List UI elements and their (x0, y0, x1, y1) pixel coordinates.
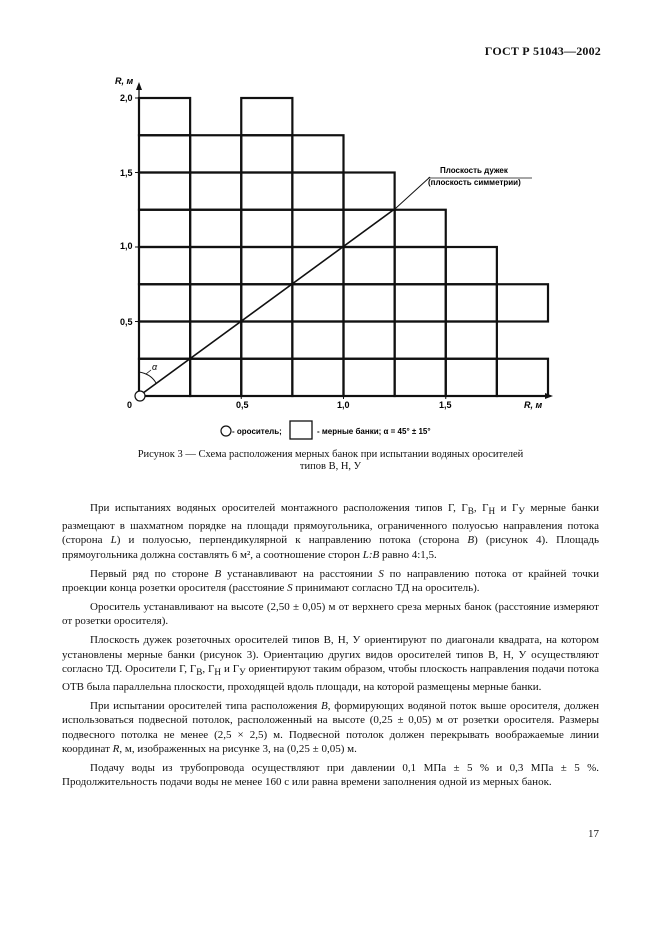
x-axis-label: R, м (524, 400, 543, 410)
legend-jar-label: - мерные банки; α = 45° ± 15° (317, 427, 431, 436)
plane-label-line1: Плоскость дужек (440, 166, 508, 175)
jar-cell (139, 135, 190, 172)
legend-sprinkler-label: - ороситель; (232, 427, 282, 436)
jar-cell (395, 247, 446, 284)
jar-cell (241, 322, 292, 359)
jar-cell (190, 135, 241, 172)
y-tick-label: 2,0 (120, 93, 133, 103)
jar-cell (344, 247, 395, 284)
paragraph: Первый ряд по стороне B устанавливают на расстоянии S по направлению потока от крайней точки проекции конца розетки оросителя (расстояние S принимают согласно ТД на ороситель). (62, 567, 599, 595)
jar-cell (139, 98, 190, 135)
legend-sprinkler-icon (221, 426, 231, 436)
jar-cell (344, 173, 395, 210)
angle-label: α (152, 362, 158, 372)
paragraph: Плоскость дужек розеточных оросителей типов В, Н, У ориентируют по диагонали квадрата, на котором установлены мерные банки (рисунок 3). Ориентацию других видов оросителей типов В, Н, У осуществляют согласно ТД. Оросители Г, $Г_В$, $Г_Н$ и $Г_У$ ориентируют таким образом, чтобы плоскость направления подачи потока ОТВ была параллельна плоскости, проходящей вдоль площади, на которой размещены мерные банки. (62, 633, 600, 693)
jar-cell (241, 135, 292, 172)
jar-cell (344, 359, 395, 396)
jar-cell (139, 173, 190, 210)
jar-cell (139, 210, 190, 247)
y-tick-label: 1,0 (120, 241, 133, 251)
plane-label-line2: (плоскость симметрии) (428, 178, 521, 187)
jar-cell (344, 284, 395, 321)
sprinkler-origin-icon (135, 391, 145, 401)
jar-cell (344, 322, 395, 359)
jar-cell (190, 173, 241, 210)
paragraph: Подачу воды из трубопровода осуществляют при давлении 0,1 МПа ± 5 % и 0,3 МПа ± 5 %. Продолжительность подачи воды не менее 160 с или равна времени заполнения одной из мерных банок. (62, 761, 599, 789)
jar-layout-diagram (0, 0, 661, 440)
jar-cell (292, 135, 343, 172)
jar-cell (292, 210, 343, 247)
legend-jar-icon (290, 421, 312, 439)
jar-cell (190, 359, 241, 396)
angle-arc (139, 372, 156, 383)
y-tick-label: 1,5 (120, 168, 133, 178)
body-text (62, 501, 599, 794)
plane-label-leader (396, 177, 430, 208)
angle-leader (146, 370, 151, 374)
paragraph: При испытаниях водяных оросителей монтажного расположения типов Г, $Г_В$, $Г_Н$ и $Г_У$ мерные банки размещают в шахматном порядке на площади прямоугольника, ограниченного полуосью направления потока (сторона L) и полуосью, перпендикулярной к направлению потока (сторона B) (рисунок 4). Площадь прямоугольника должна составлять 6 м², а соотношение сторон L:B равно 4:1,5. (62, 502, 600, 561)
origin-label: 0 (127, 400, 133, 410)
jar-cell (241, 98, 292, 135)
jar-cell (292, 359, 343, 396)
x-tick-label: 1,5 (439, 400, 452, 410)
y-axis-arrow (136, 82, 142, 90)
figure-caption (60, 449, 601, 473)
jar-cell (497, 284, 548, 321)
caption-line1: Рисунок 3 — Схема расположения мерных банок при испытании водяных оросителей (137, 449, 524, 460)
jar-cell (446, 284, 497, 321)
y-tick-label: 0,5 (120, 317, 133, 327)
jar-cell (395, 210, 446, 247)
jar-cell (190, 247, 241, 284)
jar-cell (446, 359, 497, 396)
jar-cell (139, 322, 190, 359)
axis-ticks (135, 98, 446, 399)
jar-cell (446, 247, 497, 284)
jar-cell (395, 322, 446, 359)
paragraph: Ороситель устанавливают на высоте (2,50 ± 0,05) м от верхнего среза мерных банок (расстояние измеряют от розетки оросителя). (62, 600, 599, 628)
jar-cell (241, 247, 292, 284)
page-number: 17 (588, 828, 599, 840)
symmetry-line (139, 208, 396, 396)
x-tick-label: 1,0 (337, 400, 350, 410)
x-tick-label: 0,5 (236, 400, 249, 410)
jar-cell (497, 359, 548, 396)
jar-cell (395, 284, 446, 321)
jar-cell (395, 359, 446, 396)
paragraph: При испытании оросителей типа расположения В, формирующих водяной поток выше оросителя, должен использоваться подвесной потолок, расположенный на высоте (0,25 ± 0,05) м от розетки оросителя. Размеры подвесного потолка не менее (2,5 × 2,5) м. Подвесной потолок должен перекрывать воображаемые линии координат R, м, изображенных на рисунке 3, на (0,25 ± 0,05) м. (62, 699, 599, 756)
jar-cell (446, 322, 497, 359)
jar-cell (190, 284, 241, 321)
jar-cell (292, 284, 343, 321)
jar-cell (292, 322, 343, 359)
jar-cell (241, 359, 292, 396)
jar-cell (190, 210, 241, 247)
jar-cell (241, 173, 292, 210)
document-header: ГОСТ Р 51043—2002 (484, 44, 601, 58)
jar-cell (241, 210, 292, 247)
jar-cell (292, 173, 343, 210)
jar-cell (139, 284, 190, 321)
y-axis-label: R, м (115, 76, 134, 86)
jar-cell (139, 247, 190, 284)
caption-line2: типов В, Н, У (299, 461, 362, 472)
